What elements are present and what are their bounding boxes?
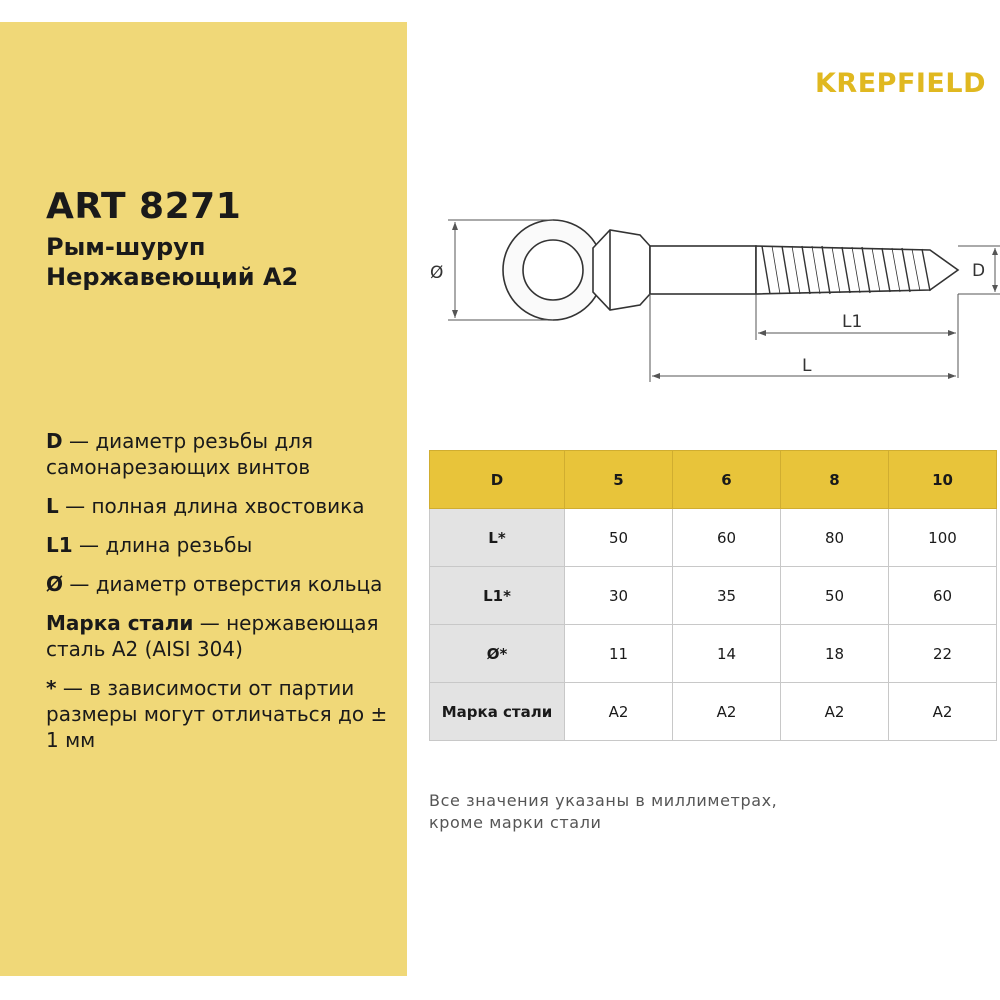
dia-label: Ø xyxy=(430,263,444,283)
table-cell: 22 xyxy=(889,625,997,683)
legend-item: Ø — диаметр отверстия кольца xyxy=(46,572,383,596)
table-cell: 100 xyxy=(889,509,997,567)
table-cell: 30 xyxy=(565,567,673,625)
brand-logo: KREPFIELD xyxy=(815,68,986,99)
table-cell: 50 xyxy=(781,567,889,625)
table-row-header: Марка стали xyxy=(430,683,565,741)
table-cell: 60 xyxy=(673,509,781,567)
legend-item: D — диаметр резьбы для самонарезающих винтов xyxy=(46,429,314,479)
table-cell: A2 xyxy=(781,683,889,741)
table-header-cell: D xyxy=(430,451,565,509)
table-header-cell: 10 xyxy=(889,451,997,509)
product-name-line2: Нержавеющий A2 xyxy=(46,263,299,291)
table-header-cell: 5 xyxy=(565,451,673,509)
table-cell: 50 xyxy=(565,509,673,567)
units-note xyxy=(429,790,777,834)
table-header-row xyxy=(430,451,997,509)
article-number: ART 8271 xyxy=(46,186,242,227)
table-row-header: L1* xyxy=(430,567,565,625)
collar xyxy=(593,230,650,310)
table-row-header: Ø* xyxy=(430,625,565,683)
legend-item: L1 — длина резьбы xyxy=(46,533,253,557)
size-table xyxy=(429,450,997,741)
table-cell: 80 xyxy=(781,509,889,567)
units-note-line2: кроме марки стали xyxy=(429,813,602,832)
shank xyxy=(650,246,756,294)
table-cell: 60 xyxy=(889,567,997,625)
table-cell: A2 xyxy=(565,683,673,741)
table-cell: 14 xyxy=(673,625,781,683)
legend xyxy=(46,428,396,766)
table-cell: A2 xyxy=(889,683,997,741)
l1-label: L1 xyxy=(842,312,863,332)
units-note-line1: Все значения указаны в миллиметрах, xyxy=(429,791,778,810)
eye-ring-inner xyxy=(523,240,583,300)
product-name-line1: Рым-шуруп xyxy=(46,233,206,261)
table-cell: A2 xyxy=(673,683,781,741)
table-row xyxy=(430,625,997,683)
legend-item: * — в зависимости от партии размеры могут отличаться до ± 1 мм xyxy=(46,676,388,752)
table-cell: 35 xyxy=(673,567,781,625)
table-row-header: L* xyxy=(430,509,565,567)
product-name xyxy=(46,232,396,292)
table-header-cell: 8 xyxy=(781,451,889,509)
table-cell: 18 xyxy=(781,625,889,683)
table-cell: 11 xyxy=(565,625,673,683)
table-row xyxy=(430,509,997,567)
table-row xyxy=(430,683,997,741)
table-header-cell: 6 xyxy=(673,451,781,509)
d-label: D xyxy=(972,261,986,281)
table-row xyxy=(430,567,997,625)
legend-item: L — полная длина хвостовика xyxy=(46,494,365,518)
legend-item: Марка стали — нержавеющая сталь A2 (AISI 304) xyxy=(46,611,379,661)
technical-drawing xyxy=(410,190,1000,400)
l-label: L xyxy=(802,356,812,376)
